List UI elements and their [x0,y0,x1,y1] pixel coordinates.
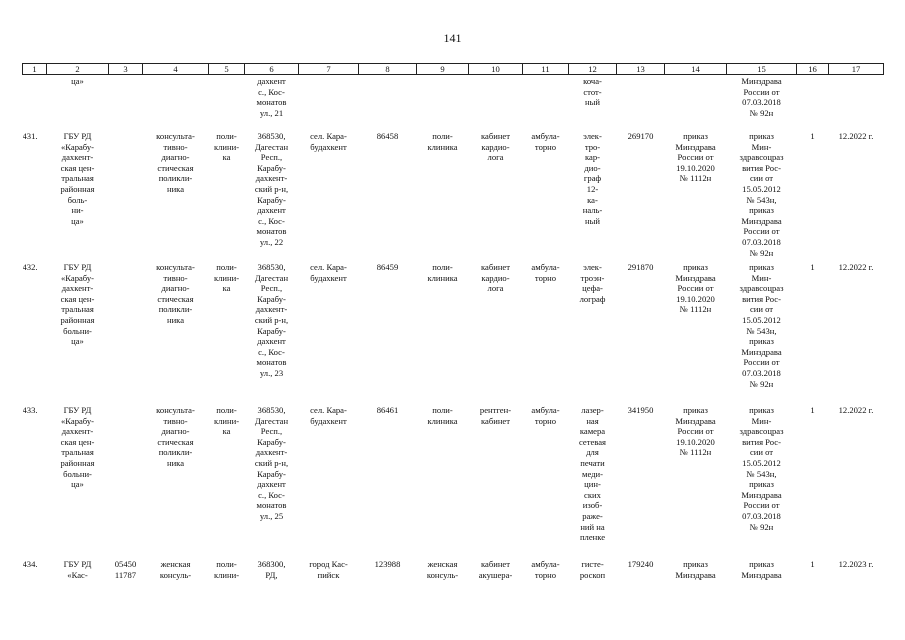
cell-code [109,75,143,129]
cell-price: 291870 [627,262,654,272]
cell-num: 431. [22,131,38,141]
cell-kind: поли- клини- [213,559,240,580]
cell-num: 433. [22,405,38,415]
table-row [23,75,884,129]
cell-order: приказ Минздрава России от 19.10.2020 № 1112н [675,131,716,184]
cell-name: ГБУ РД «Карабу- дахкент- ская цен- тральная районная больни- ца» [60,262,95,347]
cell-order: приказ Минздрава [675,559,716,580]
equipment-table [22,63,884,619]
column-header-4: 4 [143,64,209,75]
cell-kind: поли- клини- ка [213,131,240,163]
column-header-14: 14 [665,64,727,75]
cell-room: кабинет акушера- [478,559,513,580]
cell-price: 269170 [627,131,654,141]
cell-price: 179240 [627,559,654,569]
column-header-16: 16 [797,64,829,75]
cell-room: кабинет кардио- лога [481,131,510,163]
cell-num: 432. [22,262,38,272]
column-header-7: 7 [299,64,359,75]
cell-dept-id: 86459 [376,262,399,272]
cell-legal-basis: приказ Мин- здравсоцраз вития Рос- сии от 15.05.2012 № 543н, приказ Минздрава России от 07.03.2018 № 92н [739,262,784,389]
column-header-10: 10 [469,64,523,75]
cell-mode: амбула- торно [531,559,560,580]
cell-address: дахкент с., Кос- монатов ул., 21 [256,76,287,118]
cell-name: ГБУ РД «Кас- [63,559,92,580]
cell-name: ца» [71,76,84,86]
cell-term: 12.2023 г. [838,559,874,569]
cell-subdivision: женская консуль- [426,559,459,580]
cell-code [109,259,143,402]
cell-legal-basis: приказ Мин- здравсоцраз вития Рос- сии от 15.05.2012 № 543н, приказ Минздрава России от 07.03.2018 № 92н [739,405,784,532]
cell-room: рентген- кабинет [479,405,512,426]
cell-locality: сел. Кара- будахкент [310,262,347,283]
cell-equipment: гисте- роскоп [579,559,606,580]
column-header-13: 13 [617,64,665,75]
column-header-17: 17 [829,64,884,75]
cell-legal-basis: приказ Мин- здравсоцраз вития Рос- сии от 15.05.2012 № 543н, приказ Минздрава России от 07.03.2018 № 92н [739,131,784,258]
column-header-3: 3 [109,64,143,75]
cell-kind: поли- клини- ка [213,262,240,294]
cell-qty: 1 [810,405,815,415]
cell-mode [523,75,569,129]
cell-subdivision: поли- клиника [427,405,458,426]
column-header-2: 2 [47,64,109,75]
cell-code [109,128,143,259]
table-row [23,402,884,556]
column-header-8: 8 [359,64,417,75]
column-header-15: 15 [727,64,797,75]
column-header-12: 12 [569,64,617,75]
cell-equipment: коча- стот- ный [583,76,602,108]
cell-num [23,75,47,129]
cell-mode: амбула- торно [531,262,560,283]
cell-locality: сел. Кара- будахкент [310,131,347,152]
cell-kind [209,75,245,129]
cell-dept-id [359,75,417,129]
cell-dept-type: консульта- тивно- диагно- стическая поликли- ника [156,262,195,325]
cell-name: ГБУ РД «Карабу- дахкент- ская цен- тральная районная боль- ни- ца» [60,131,95,226]
header-row [23,64,884,75]
column-header-1: 1 [23,64,47,75]
cell-qty: 1 [810,131,815,141]
cell-order: приказ Минздрава России от 19.10.2020 № 1112н [675,405,716,458]
column-header-11: 11 [523,64,569,75]
cell-room: кабинет кардио- лога [481,262,510,294]
cell-address: 368300, РД, [257,559,286,580]
cell-address: 368530, Дагестан Респ., Карабу- дахкент- ский р-н, Карабу- дахкент с., Кос- монатов ул., 23 [254,262,289,378]
cell-num: 434. [22,559,38,569]
cell-dept-type: консульта- тивно- диагно- стическая поликли- ника [156,405,195,468]
cell-order: приказ Минздрава России от 19.10.2020 № 1112н [675,262,716,315]
cell-term: 12.2022 г. [838,262,874,272]
cell-dept-id: 86458 [376,131,399,141]
cell-price [617,75,665,129]
table-row [23,128,884,259]
cell-equipment: элек- троэн- цефа- лограф [579,262,606,304]
page-number: 141 [443,31,462,45]
cell-term: 12.2022 г. [838,131,874,141]
cell-code [109,402,143,556]
cell-equipment: элек- тро- кар- дио- граф 12- ка- наль- ный [582,131,603,226]
cell-address: 368530, Дагестан Респ., Карабу- дахкент- ский р-н, Карабу- дахкент с., Кос- монатов ул., 25 [254,405,289,521]
cell-qty: 1 [810,559,815,569]
cell-order [665,75,727,129]
table-row [23,259,884,402]
cell-qty: 1 [810,262,815,272]
cell-legal-basis: приказ Минздрава [741,559,782,580]
cell-name: ГБУ РД «Карабу- дахкент- ская цен- тральная районная больни- ца» [60,405,95,490]
cell-mode: амбула- торно [531,405,560,426]
column-header-6: 6 [245,64,299,75]
column-header-5: 5 [209,64,245,75]
cell-price: 341950 [627,405,654,415]
cell-dept-id: 86461 [376,405,399,415]
cell-mode: амбула- торно [531,131,560,152]
table-body [23,75,884,620]
column-header-9: 9 [417,64,469,75]
cell-term: 12.2022 г. [838,405,874,415]
cell-subdivision: поли- клиника [427,262,458,283]
cell-subdivision [417,75,469,129]
cell-dept-id: 123988 [374,559,401,569]
cell-room [469,75,523,129]
cell-locality: город Кас- пийск [309,559,348,580]
cell-legal-basis: Минздрава России от 07.03.2018 № 92н [741,76,782,118]
table-row [23,556,884,619]
cell-locality [299,75,359,129]
cell-equipment: лазер- ная камера сетевая для печати меди- цин- ских изоб- раже- ний на пленке [578,405,606,543]
cell-dept-type: консульта- тивно- диагно- стическая поликли- ника [156,131,195,194]
cell-term [829,75,884,129]
cell-dept-type: женская консуль- [159,559,192,580]
cell-address: 368530, Дагестан Респ., Карабу- дахкент- ский р-н, Карабу- дахкент с., Кос- монатов ул., 22 [254,131,289,247]
cell-locality: сел. Кара- будахкент [310,405,347,426]
cell-qty [797,75,829,129]
cell-kind: поли- клини- ка [213,405,240,437]
cell-code: 05450 11787 [114,559,137,580]
cell-subdivision: поли- клиника [427,131,458,152]
cell-dept-type [143,75,209,129]
